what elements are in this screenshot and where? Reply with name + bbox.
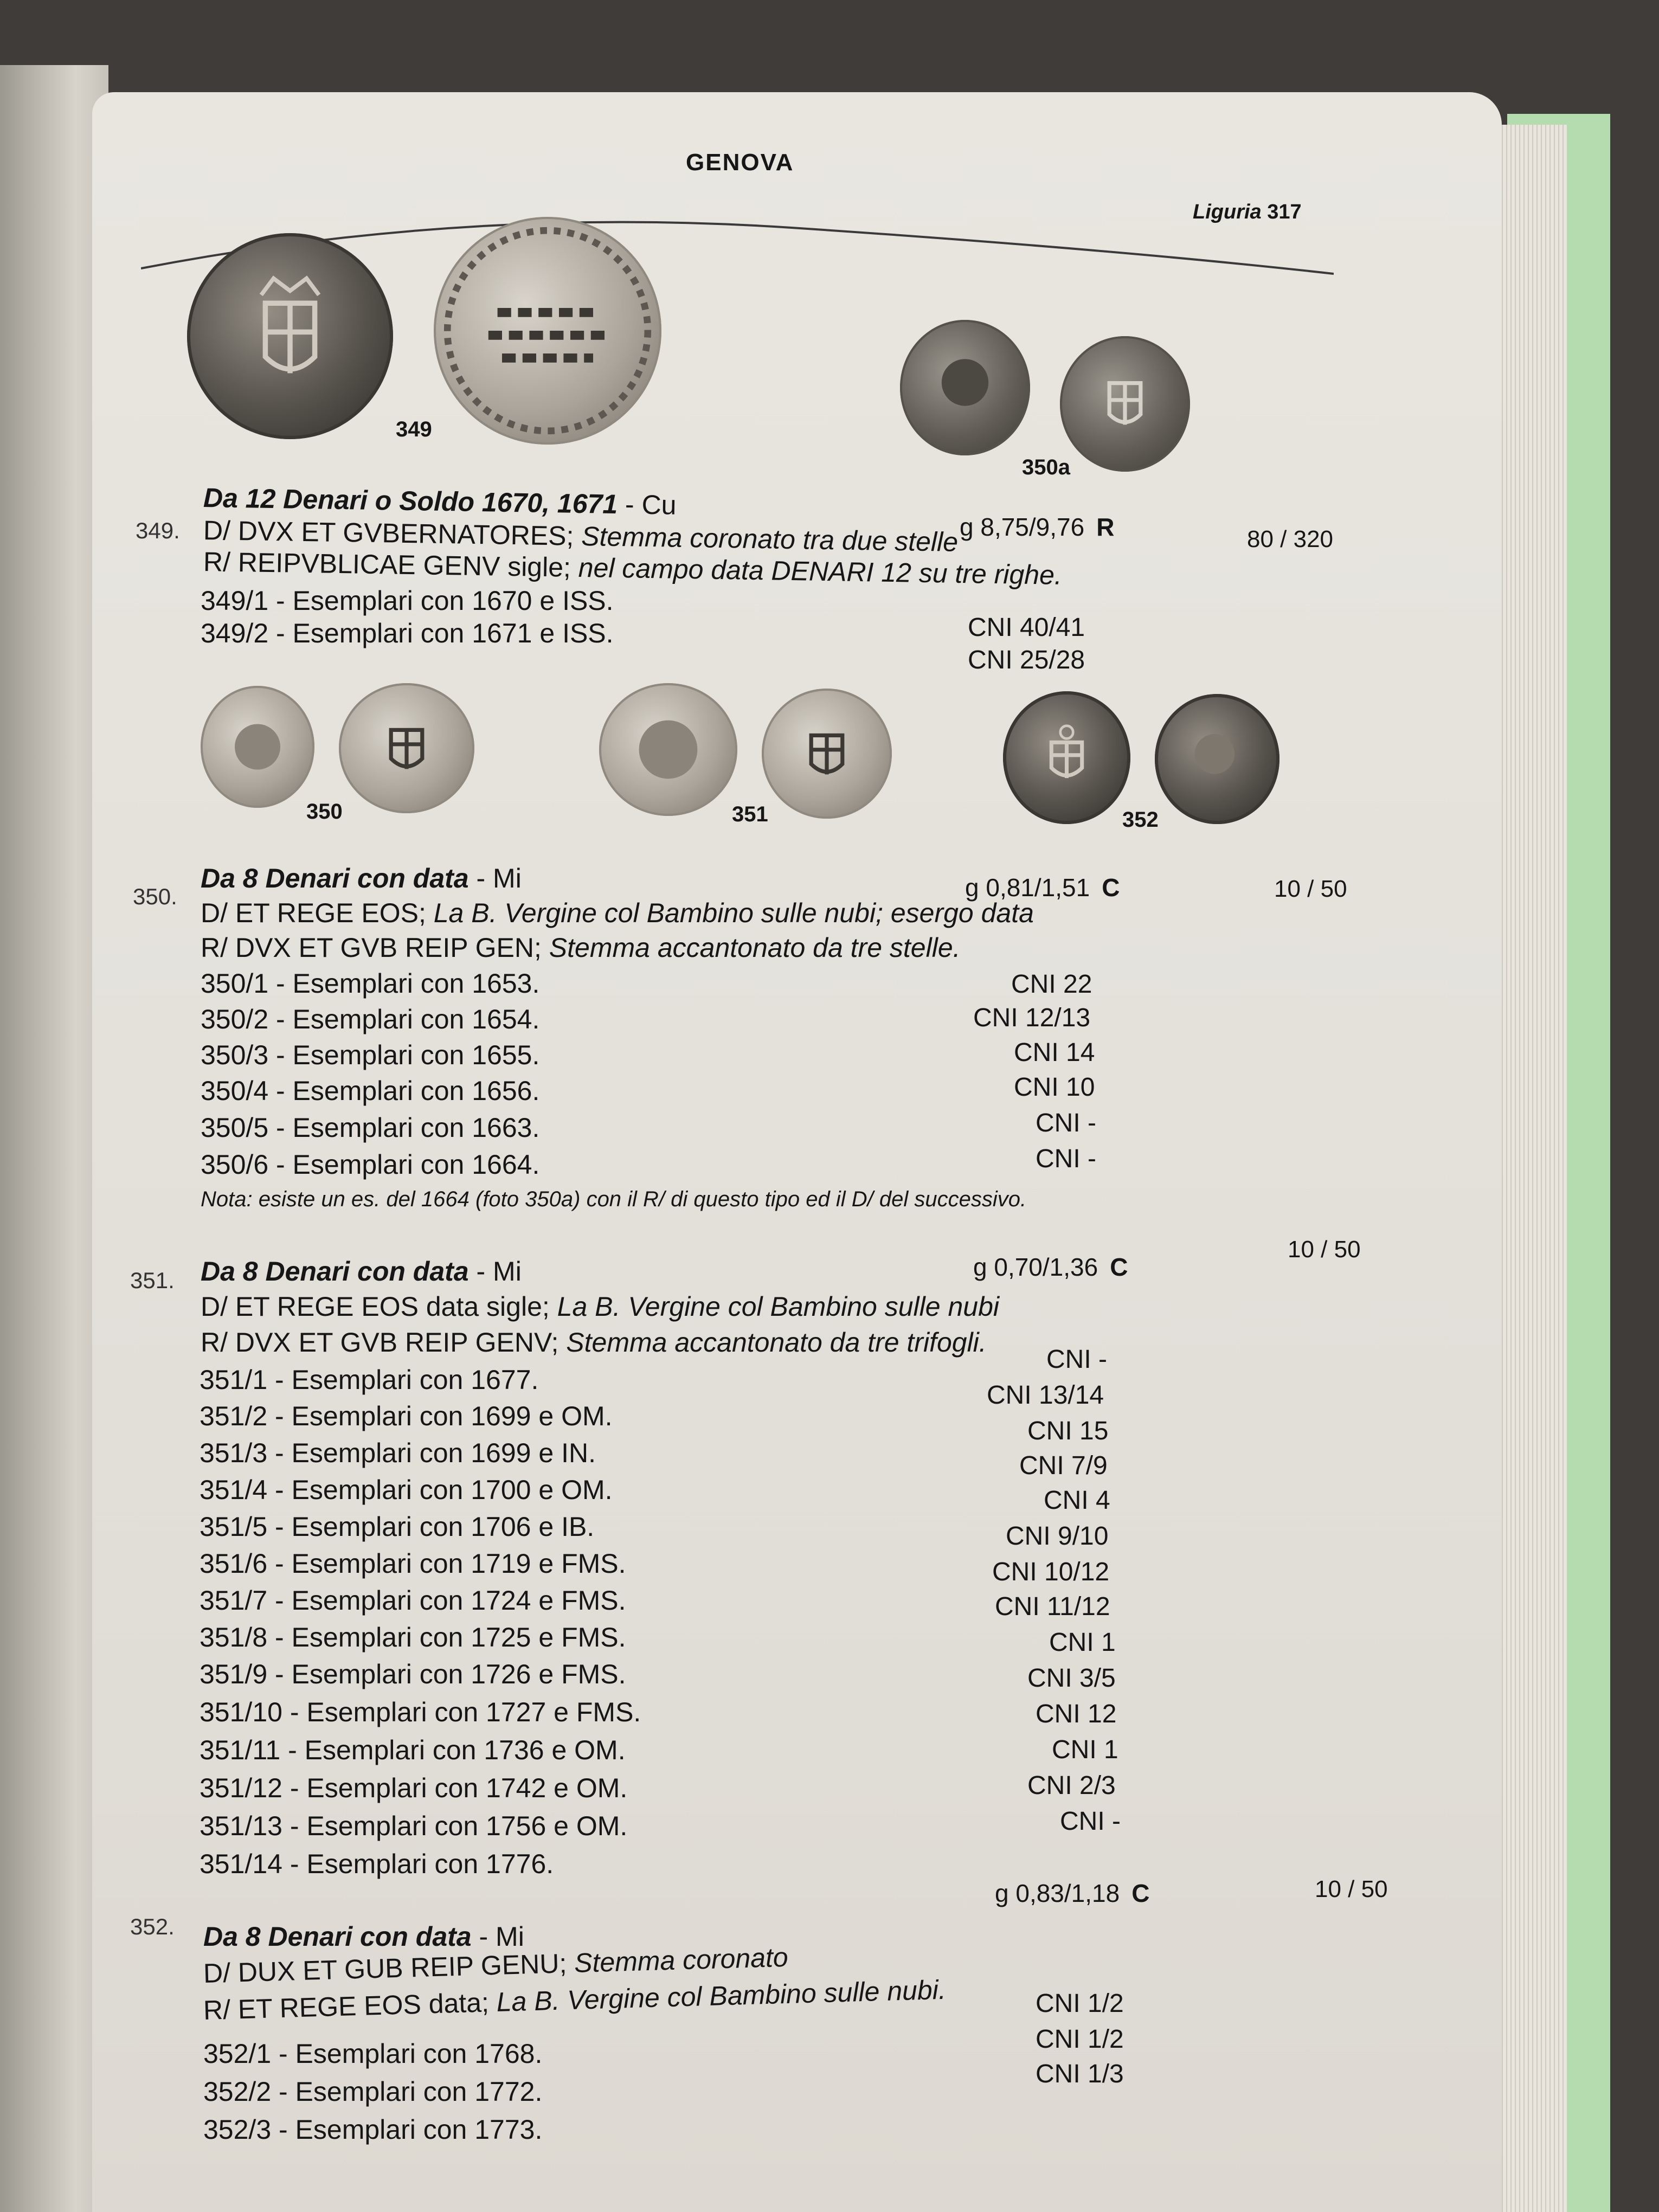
variant-line: 351/3 - Esemplari con 1699 e IN. (200, 1438, 596, 1468)
entry-title-line (203, 1920, 524, 1953)
variant-line: 350/3 - Esemplari con 1655. (201, 1040, 540, 1070)
running-header (1193, 201, 1302, 224)
variant-line: 351/14 - Esemplari con 1776. (200, 1849, 554, 1879)
figure-label-350a: 350a (1022, 455, 1070, 479)
catalog-page (92, 92, 1502, 2212)
entry-title-line (201, 862, 522, 895)
variant-cni: CNI 22 (1011, 970, 1092, 999)
variant-line: 351/7 - Esemplari con 1724 e FMS. (200, 1585, 626, 1616)
variant-line: 351/5 - Esemplari con 1706 e IB. (200, 1512, 595, 1542)
entry-number: 349. (136, 518, 180, 543)
obverse-legend: D/ ET REGE EOS; (201, 898, 426, 928)
variant-line: 351/6 - Esemplari con 1719 e FMS. (200, 1548, 626, 1579)
variant-cni: CNI 12 (1036, 1700, 1117, 1728)
reverse-legend: R/ DVX ET GVB REIP GENV; (201, 1327, 559, 1358)
variant-cni: CNI 4 (1044, 1486, 1110, 1515)
variant-cni: CNI - (1060, 1807, 1121, 1836)
entry-title: Da 8 Denari con data (201, 1256, 469, 1287)
variant-line: 351/1 - Esemplari con 1677. (200, 1365, 539, 1395)
variant-line: 349/2 - Esemplari con 1671 e ISS. (201, 618, 614, 648)
entry-rarity: C (1110, 1253, 1128, 1281)
variant-cni: CNI 3/5 (1027, 1664, 1116, 1693)
variant-line: 351/2 - Esemplari con 1699 e OM. (200, 1401, 613, 1431)
entry-metal: - Mi (471, 1921, 524, 1952)
entry-price: 10 / 50 (1315, 1876, 1388, 1902)
variant-cni: CNI 13/14 (987, 1381, 1104, 1410)
variant-line: 351/4 - Esemplari con 1700 e OM. (200, 1475, 613, 1505)
coin-351-reverse (762, 689, 892, 819)
entry-weight: g 0,70/1,36 (973, 1253, 1098, 1281)
variant-cni: CNI 9/10 (1006, 1522, 1109, 1551)
variant-cni: CNI 1/3 (1036, 2060, 1124, 2088)
entry-title-line (201, 1255, 522, 1288)
page-number: 317 (1267, 201, 1302, 223)
entry-price: 80 / 320 (1247, 526, 1334, 552)
obverse-description: La B. Vergine col Bambino sulle nubi; esergo data (426, 898, 1034, 928)
entry-number: 351. (130, 1268, 175, 1293)
variant-line: 352/3 - Esemplari con 1773. (203, 2114, 543, 2145)
region-name: Liguria (1193, 201, 1262, 223)
entry-weight: g 0,81/1,51 (965, 873, 1090, 902)
entry-price: 10 / 50 (1288, 1236, 1361, 1263)
variant-cni: CNI 40/41 (968, 613, 1085, 642)
obverse-description: Stemma coronato (566, 1941, 789, 1979)
obverse-line (201, 1290, 999, 1323)
entry-number: 350. (133, 884, 177, 909)
entry-weight: g 0,83/1,18 (995, 1879, 1120, 1907)
variant-cni: CNI 7/9 (1019, 1451, 1108, 1480)
entry-rarity: C (1102, 873, 1120, 902)
figure-label-349: 349 (396, 417, 432, 441)
coin-352-obverse (1003, 691, 1130, 824)
variant-line: 351/9 - Esemplari con 1726 e FMS. (200, 1659, 626, 1689)
entry-rarity: R (1096, 513, 1115, 541)
variant-line: 350/5 - Esemplari con 1663. (201, 1113, 540, 1143)
reverse-line (201, 1326, 987, 1359)
variant-cni: CNI 1/2 (1036, 1989, 1124, 2018)
variant-cni: CNI - (1036, 1109, 1096, 1137)
entry-weight-rarity (973, 1252, 1128, 1282)
variant-cni: CNI 1 (1049, 1628, 1116, 1657)
coin-350-obverse (201, 686, 314, 808)
variant-line: 351/13 - Esemplari con 1756 e OM. (200, 1811, 628, 1841)
variant-cni: CNI 1/2 (1036, 2025, 1124, 2054)
variant-line: 351/10 - Esemplari con 1727 e FMS. (200, 1697, 641, 1727)
entry-weight-rarity (995, 1879, 1149, 1908)
coin-352-reverse (1155, 694, 1279, 824)
variant-cni: CNI 10/12 (992, 1558, 1110, 1586)
obverse-legend: D/ DVX ET GVBERNATORES; (203, 515, 574, 551)
entry-price: 10 / 50 (1274, 876, 1347, 902)
variant-line: 351/11 - Esemplari con 1736 e OM. (200, 1735, 626, 1765)
figure-label-350: 350 (306, 800, 343, 824)
entry-metal: - Cu (617, 489, 677, 520)
reverse-legend: R/ REIPVBLICAE GENV sigle; (203, 546, 571, 583)
entry-title: Da 12 Denari o Soldo 1670, 1671 (203, 483, 618, 520)
entry-metal: - Mi (468, 1256, 522, 1287)
variant-cni: CNI - (1046, 1345, 1107, 1374)
reverse-legend: R/ DVX ET GVB REIP GEN; (201, 933, 542, 963)
reverse-description: La B. Vergine col Bambino sulle nubi. (488, 1974, 947, 2018)
variant-line: 351/8 - Esemplari con 1725 e FMS. (200, 1622, 626, 1652)
variant-cni: CNI 1 (1052, 1735, 1118, 1764)
entry-number: 352. (130, 1914, 175, 1939)
variant-line: 349/1 - Esemplari con 1670 e ISS. (201, 586, 614, 616)
entry-metal: - Mi (468, 863, 522, 893)
variant-cni: CNI 15 (1027, 1417, 1109, 1445)
obverse-description: Stemma coronato tra due stelle (573, 520, 959, 557)
reverse-legend: R/ ET REGE EOS data; (203, 1987, 490, 2025)
obverse-legend: D/ ET REGE EOS data sigle; (201, 1291, 550, 1322)
variant-line: 350/2 - Esemplari con 1654. (201, 1004, 540, 1034)
entry-title: Da 8 Denari con data (201, 863, 469, 893)
variant-cni: CNI 10 (1014, 1073, 1095, 1102)
coin-350a-reverse (1060, 336, 1190, 472)
coin-349-reverse (434, 217, 661, 445)
variant-line: 350/4 - Esemplari con 1656. (201, 1076, 540, 1106)
variant-cni: CNI 25/28 (968, 646, 1085, 674)
variant-line: 352/2 - Esemplari con 1772. (203, 2076, 543, 2107)
entry-weight-rarity (960, 512, 1114, 542)
variant-line: 350/6 - Esemplari con 1664. (201, 1149, 540, 1180)
coin-349-obverse (187, 233, 393, 439)
variant-cni: CNI 12/13 (973, 1004, 1091, 1032)
entry-note: Nota: esiste un es. del 1664 (foto 350a) con il R/ di questo tipo ed il D/ del successivo. (201, 1187, 1027, 1211)
coin-350-reverse (339, 683, 474, 813)
coin-351-obverse (599, 683, 737, 816)
coin-350a-obverse (900, 320, 1030, 455)
obverse-line (201, 897, 1034, 929)
figure-label-352: 352 (1122, 808, 1159, 832)
reverse-description: Stemma accantonato da tre trifogli. (558, 1327, 987, 1358)
reverse-line (201, 931, 961, 964)
variant-cni: CNI 2/3 (1027, 1771, 1116, 1800)
entry-weight: g 8,75/9,76 (960, 513, 1085, 541)
page-city-heading: GENOVA (686, 149, 794, 176)
variant-line: 352/1 - Esemplari con 1768. (203, 2039, 543, 2069)
reverse-description: nel campo data DENARI 12 su tre righe. (570, 552, 1063, 590)
variant-cni: CNI 11/12 (995, 1592, 1110, 1621)
variant-line: 351/12 - Esemplari con 1742 e OM. (200, 1773, 628, 1803)
variant-cni: CNI - (1036, 1144, 1096, 1173)
figure-label-351: 351 (732, 802, 768, 826)
entry-title: Da 8 Denari con data (203, 1921, 472, 1952)
obverse-description: La B. Vergine col Bambino sulle nubi (549, 1291, 999, 1322)
variant-cni: CNI 14 (1014, 1038, 1095, 1067)
entry-rarity: C (1131, 1879, 1150, 1907)
variant-line: 350/1 - Esemplari con 1653. (201, 968, 540, 999)
obverse-legend: D/ DUX ET GUB REIP GENU; (203, 1948, 568, 1989)
reverse-description: Stemma accantonato da tre stelle. (541, 933, 961, 963)
